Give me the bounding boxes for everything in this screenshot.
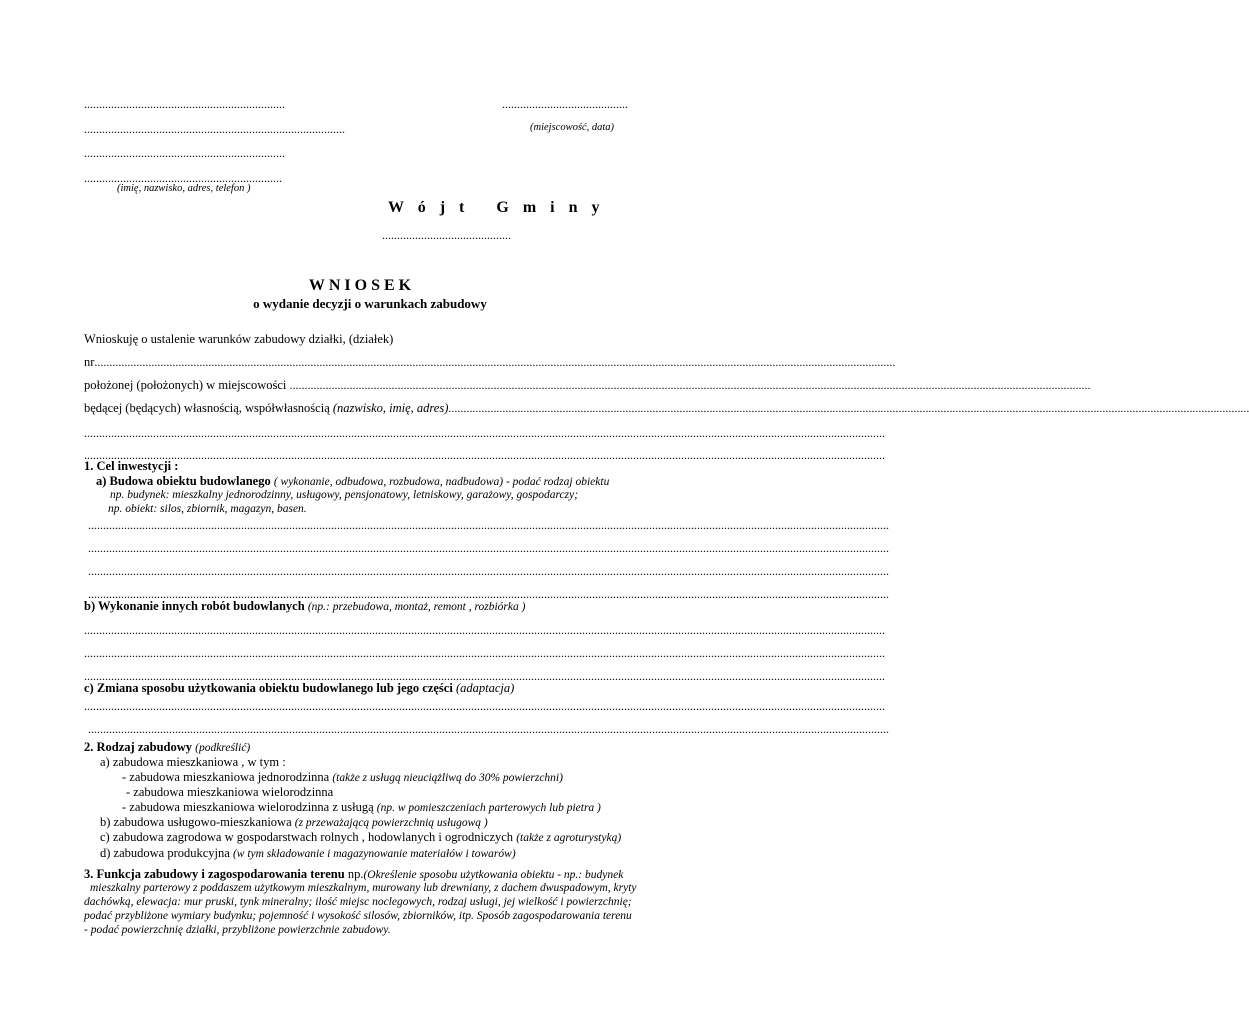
section2a3-line — [122, 800, 601, 815]
recipient-line: ........................................... — [382, 228, 511, 242]
section1b-answer-3: ........................................................................................................................................................................................................................................................................... — [84, 669, 885, 683]
ownership-line — [84, 401, 1249, 416]
section1a-answer-2: ........................................................................................................................................................................................................................................................................... — [88, 541, 889, 555]
section1a-answer-3: ........................................................................................................................................................................................................................................................................... — [88, 564, 889, 578]
section2-heading-hint: (podkreślić) — [195, 742, 251, 754]
section2a: a) zabudowa mieszkaniowa , w tym : — [100, 755, 286, 769]
section2a1: - zabudowa mieszkaniowa jednorodzinna — [122, 770, 330, 784]
section1c-answer-1: ........................................................................................................................................................................................................................................................................... — [84, 699, 885, 713]
section2b-line — [100, 815, 488, 830]
intro-text: Wnioskuję o ustalenie warunków zabudowy działki, (działek) — [84, 332, 394, 346]
ownership-dots: ........................................................................................................................................................................................................................................................................... — [448, 401, 1249, 415]
locality-label: położonej (położonych) w miejscowości — [84, 378, 287, 392]
section2d-line — [100, 846, 516, 861]
applicant-line-2: ....................................................................................... — [84, 122, 345, 136]
section1b-hint: (np.: przebudowa, montaż, remont , rozbiórka ) — [307, 601, 526, 613]
place-date-line: .......................................... — [502, 97, 628, 111]
section1-heading: 1. Cel inwestycji : — [84, 459, 179, 473]
document-subtitle: o wydanie decyzji o warunkach zabudowy — [253, 296, 487, 311]
ownership-extra-line-2: ........................................................................................................................................................................................................................................................................... — [84, 448, 885, 462]
section2a3-hint: (np. w pomieszczeniach parterowych lub pietra ) — [376, 802, 601, 814]
section2a2: - zabudowa mieszkaniowa wielorodzinna — [126, 785, 334, 799]
locality-dots: ........................................................................................................................................................................................................................................................................... — [289, 378, 1091, 392]
section3-hint-4: podać przybliżone wymiary budynku; pojemność i wysokość silosów, zbiorników, itp. Sposób zagospodarowania terenu — [84, 910, 632, 922]
plot-number-label: nr — [84, 355, 95, 369]
place-date-caption: (miejscowość, data) — [530, 122, 614, 133]
section3-heading: 3. Funkcja zabudowy i zagospodarowania terenu — [84, 867, 345, 881]
section1a-line — [96, 474, 609, 489]
section3-hint-5: - podać powierzchnię działki, przybliżone powierzchnie zabudowy. — [84, 924, 391, 936]
ownership-extra-line-1: ........................................................................................................................................................................................................................................................................... — [84, 426, 885, 440]
ownership-label: będącej (będących) własnością, współwłasnością — [84, 401, 330, 415]
section2a1-line — [122, 770, 563, 785]
applicant-line-4: .................................................................. — [84, 171, 282, 185]
section2-heading: 2. Rodzaj zabudowy — [84, 740, 192, 754]
section2-heading-line — [84, 740, 250, 755]
document-title: WNIOSEK — [308, 277, 416, 294]
section3-hint-1: (Określenie sposobu użytkowania obiektu - np.: budynek — [363, 869, 624, 881]
applicant-line-3: ................................................................... — [84, 146, 285, 160]
locality-line — [84, 378, 1091, 393]
applicant-caption: (imię, nazwisko, adres, telefon ) — [117, 183, 251, 194]
section1c-label: c) Zmiana sposobu użytkowania obiektu budowlanego lub jego części — [84, 681, 453, 695]
section1a-hint-2: np. budynek: mieszkalny jednorodzinny, usługowy, pensjonatowy, letniskowy, garażowy, gospodarczy; — [110, 489, 579, 501]
section2b: b) zabudowa usługowo-mieszkaniowa — [100, 815, 292, 829]
section1b-answer-2: ........................................................................................................................................................................................................................................................................... — [84, 646, 885, 660]
section2a1-hint: (także z usługą nieuciążliwą do 30% powierzchni) — [332, 772, 563, 784]
recipient-title: W ó j t G m i n y — [388, 199, 605, 216]
section1a-label: a) Budowa obiektu budowlanego — [96, 474, 271, 488]
section1a-answer-1: ........................................................................................................................................................................................................................................................................... — [88, 518, 889, 532]
section3-hint-3: dachówką, elewacja: mur pruski, tynk mineralny; ilość miejsc noclegowych, rodzaj usługi, jej wielkość i powierzchnię; — [84, 896, 632, 908]
section1b-line — [84, 599, 525, 614]
section1b-answer-1: ........................................................................................................................................................................................................................................................................... — [84, 623, 885, 637]
section2d-hint: (w tym składowanie i magazynowanie materiałów i towarów) — [232, 848, 516, 860]
section1a-hint-3: np. obiekt: silos, zbiornik, magazyn, basen. — [108, 503, 307, 515]
section1c-answer-2: ........................................................................................................................................................................................................................................................................... — [88, 722, 889, 736]
plot-number-line — [84, 355, 896, 370]
section2c: c) zabudowa zagrodowa w gospodarstwach rolnych , hodowlanych i ogrodniczych — [100, 830, 514, 844]
section1c-line — [84, 681, 514, 696]
applicant-line-1: ................................................................... — [84, 97, 285, 111]
plot-number-dots: ........................................................................................................................................................................................................................................................................... — [94, 355, 896, 369]
section1b-label: b) Wykonanie innych robót budowlanych — [84, 599, 305, 613]
section2d: d) zabudowa produkcyjna — [100, 846, 230, 860]
section1a-answer-4: ........................................................................................................................................................................................................................................................................... — [88, 587, 889, 601]
section3-hint-2: mieszkalny parterowy z poddaszem użytkowym mieszkalnym, murowany lub drewniany, z dachem dwuspadowym, kryty — [90, 882, 637, 894]
ownership-hint: (nazwisko, imię, adres) — [332, 401, 449, 415]
section2c-line — [100, 830, 621, 845]
section3-np: np. — [347, 867, 364, 881]
section3-heading-line — [84, 867, 623, 882]
section1a-hint: ( wykonanie, odbudowa, rozbudowa, nadbudowa) - podać rodzaj obiektu — [273, 476, 610, 488]
section2c-hint: (także z agroturystyką) — [516, 832, 622, 844]
section2b-hint: (z przeważającą powierzchnią usługową ) — [294, 817, 488, 829]
section2a3: - zabudowa mieszkaniowa wielorodzinna z usługą — [122, 800, 374, 814]
section1c-hint: (adaptacja) — [455, 681, 515, 695]
